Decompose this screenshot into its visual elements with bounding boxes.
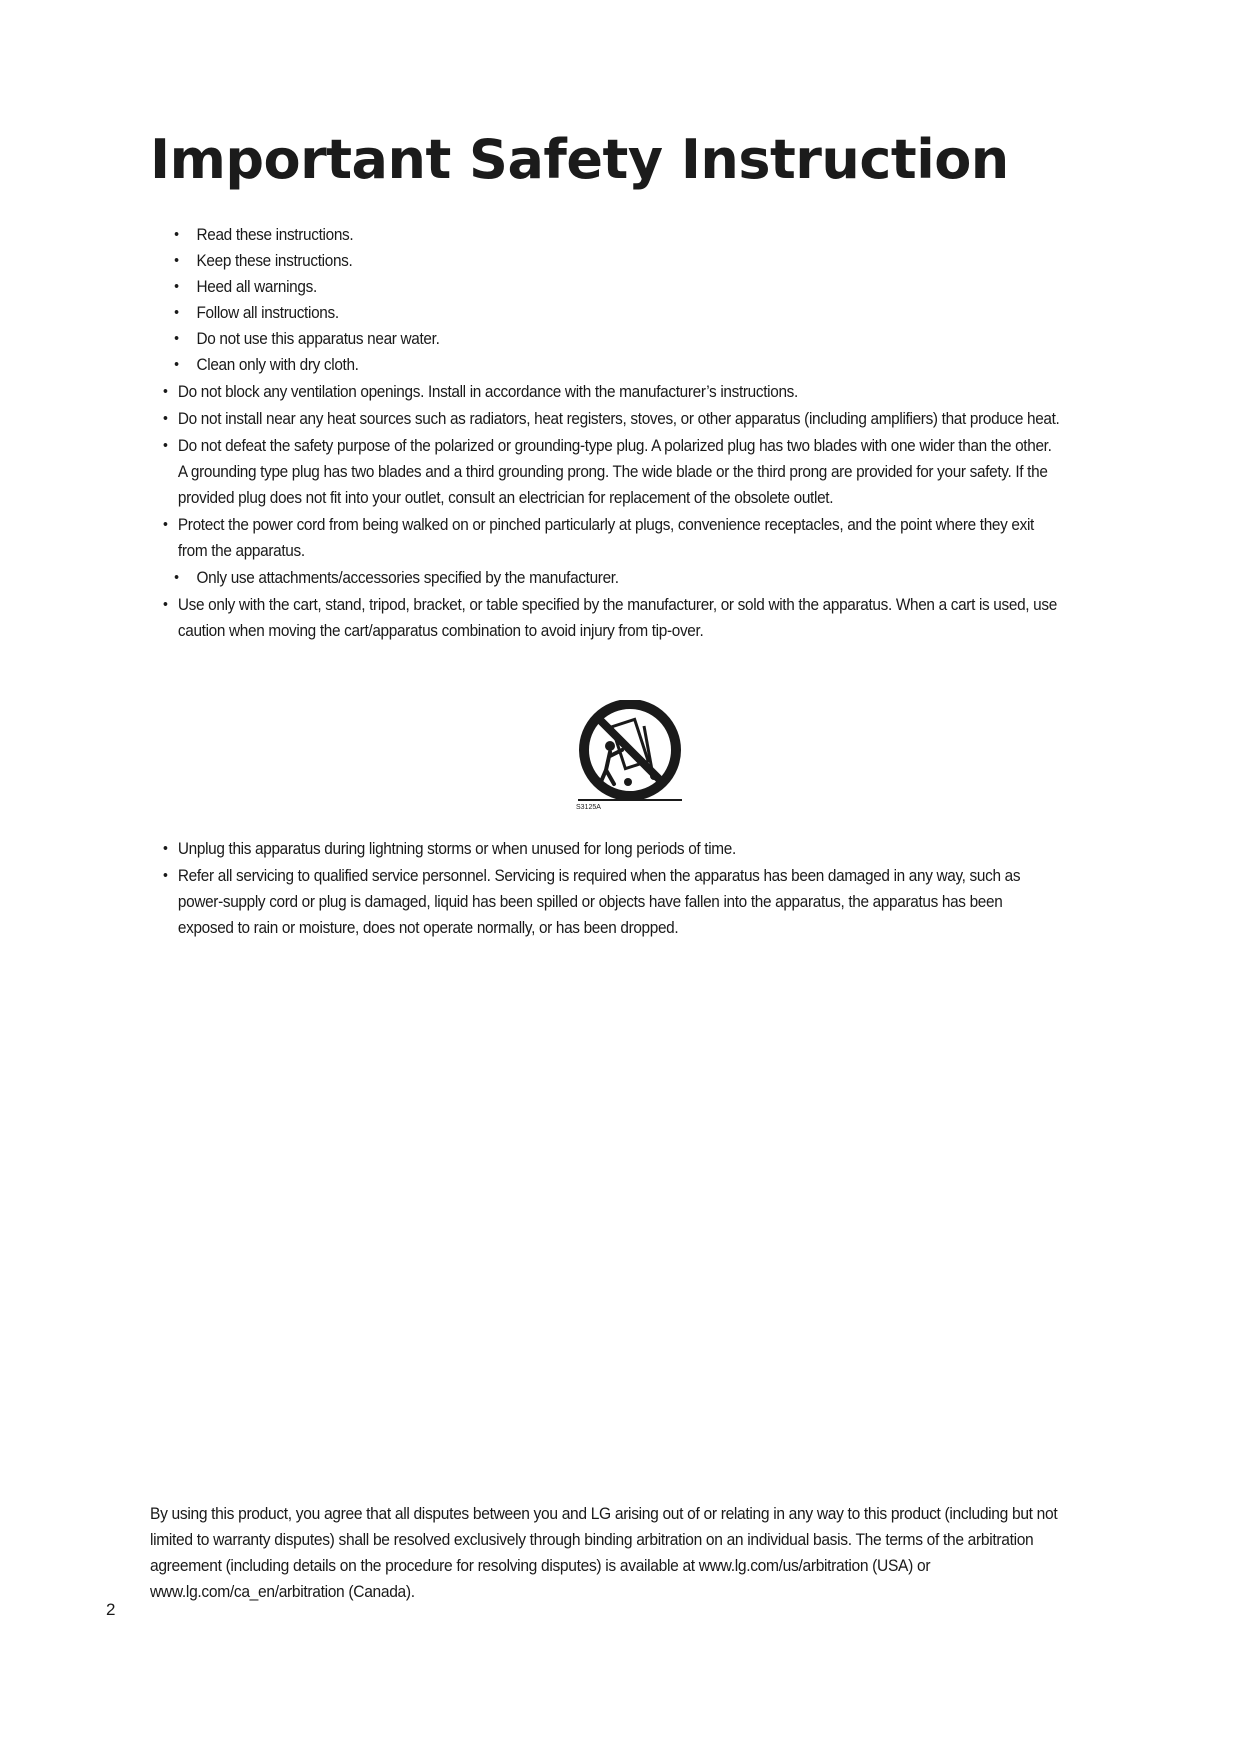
bullet-icon: • <box>163 410 168 427</box>
bullet-icon: • <box>163 516 168 533</box>
list-item <box>150 512 1061 564</box>
list-item <box>150 565 1061 591</box>
instruction-text: Only use attachments/accessories specified by the manufacturer. <box>196 569 619 587</box>
instruction-text: Heed all warnings. <box>196 278 317 296</box>
bullet-icon: • <box>174 278 179 295</box>
bullet-icon: • <box>163 383 168 400</box>
bullet-icon: • <box>174 304 179 321</box>
list-item <box>150 863 1061 941</box>
list-item <box>150 326 1061 352</box>
bullet-icon: • <box>174 252 179 269</box>
bullet-icon: • <box>174 226 179 243</box>
bullet-icon: • <box>163 840 168 857</box>
instruction-text: Follow all instructions. <box>196 304 339 322</box>
list-item <box>150 274 1061 300</box>
safety-instructions-list <box>150 222 1061 645</box>
bullet-icon: • <box>174 569 179 586</box>
page-number: 2 <box>106 1600 116 1619</box>
bullet-icon: • <box>163 596 168 613</box>
instruction-text: Use only with the cart, stand, tripod, bracket, or table specified by the manufacturer, or sold with the apparatus. When a cart is used, use caution when moving the cart/apparatus combination to avoid injury from tip-over. <box>177 596 1057 640</box>
instruction-text: Do not install near any heat sources such as radiators, heat registers, stoves, or other apparatus (including amplifiers) that produce heat. <box>177 410 1060 428</box>
list-item <box>150 592 1061 644</box>
instruction-text: Do not defeat the safety purpose of the polarized or grounding-type plug. A polarized plug has two blades with one wider than the other. A grounding type plug has two blades and a third grounding prong. The wide blade or the third prong are provided for your safety. If the provided plug does not fit into your outlet, consult an electrician for replacement of the obsolete outlet. <box>177 437 1052 507</box>
list-item <box>150 352 1061 378</box>
list-item <box>150 836 1061 862</box>
instruction-text: Do not block any ventilation openings. Install in accordance with the manufacturer’s instructions. <box>177 383 798 401</box>
list-item <box>150 406 1061 432</box>
instruction-text: Protect the power cord from being walked on or pinched particularly at plugs, convenience receptacles, and the point where they exit from the apparatus. <box>177 516 1034 560</box>
safety-instructions-list-continued <box>150 835 1061 942</box>
instruction-text: Clean only with dry cloth. <box>196 356 359 374</box>
symbol-code: S3125A <box>576 804 601 810</box>
bullet-icon: • <box>163 867 168 884</box>
list-item <box>150 248 1061 274</box>
list-item <box>150 379 1061 405</box>
cart-tipover-warning-icon <box>570 700 690 810</box>
bullet-icon: • <box>174 356 179 373</box>
instruction-text: Keep these instructions. <box>196 252 353 270</box>
list-item <box>150 433 1061 511</box>
instruction-text: Read these instructions. <box>196 226 354 244</box>
list-item <box>150 222 1061 248</box>
instruction-text: Unplug this apparatus during lightning storms or when unused for long periods of time. <box>177 840 736 858</box>
arbitration-notice: By using this product, you agree that all disputes between you and LG arising out of or relating in any way to this product (including but not limited to warranty disputes) shall be resolved exclusively through binding arbitration on an individual basis. The terms of the arbitration agreement (including details on the procedure for resolving disputes) is available at www.lg.com/us/arbitration (USA) or www.lg.com/ca_en/arbitration (Canada). <box>150 1505 1058 1601</box>
bullet-icon: • <box>163 437 168 454</box>
list-item <box>150 300 1061 326</box>
page-title: Important Safety Instruction <box>150 128 1009 191</box>
instruction-text: Do not use this apparatus near water. <box>196 330 440 348</box>
instruction-text: Refer all servicing to qualified service personnel. Servicing is required when the apparatus has been damaged in any way, such as power-supply cord or plug is damaged, liquid has been spilled or objects have fallen into the apparatus, the apparatus has been exposed to rain or moisture, does not operate normally, or has been dropped. <box>177 867 1021 937</box>
bullet-icon: • <box>174 330 179 347</box>
